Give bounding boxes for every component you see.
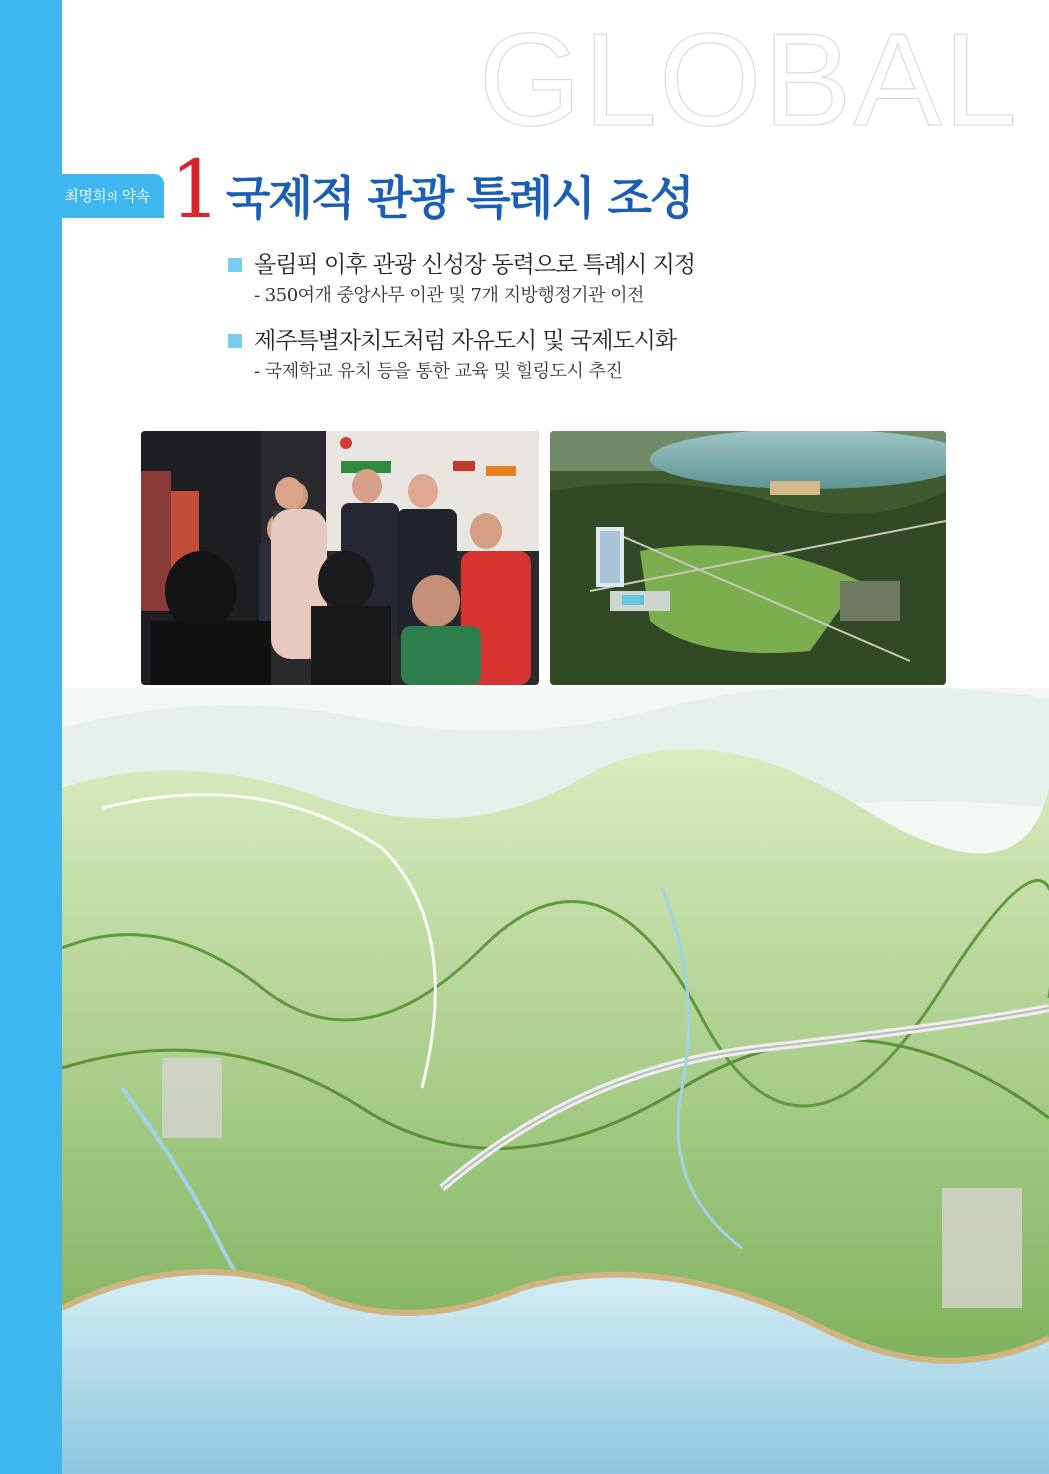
promise-tag-particle: 의	[106, 190, 118, 204]
square-bullet-icon	[228, 258, 242, 272]
promise-tag-name: 최명희	[64, 187, 107, 205]
promise-tag	[50, 174, 164, 218]
bullet-heading: 제주특별자치도처럼 자유도시 및 국제도시화	[254, 328, 677, 354]
square-bullet-icon	[228, 334, 242, 348]
bullet-heading: 올림픽 이후 관광 신성장 동력으로 특례시 지정	[254, 252, 696, 278]
promise-tag-label: 약속	[121, 187, 150, 205]
illustrated-region-map	[62, 688, 1049, 1474]
bullet-list	[228, 248, 1008, 400]
bullet-subtext: - 350여개 중앙사무 이관 및 7개 지방행정기관 이전	[254, 285, 644, 306]
global-watermark: GLOBAL	[478, 6, 1019, 153]
event-photo	[141, 431, 539, 685]
bullet-item	[228, 248, 1008, 310]
promise-number: 1	[170, 143, 221, 236]
resort-aerial-photo	[550, 431, 946, 685]
bullet-subtext: - 국제학교 유치 등을 통한 교육 및 힐링도시 추진	[254, 361, 623, 382]
side-accent-bar	[0, 0, 62, 1474]
bullet-item	[228, 324, 1008, 386]
page-title: 국제적 관광 특례시 조성	[226, 171, 693, 225]
